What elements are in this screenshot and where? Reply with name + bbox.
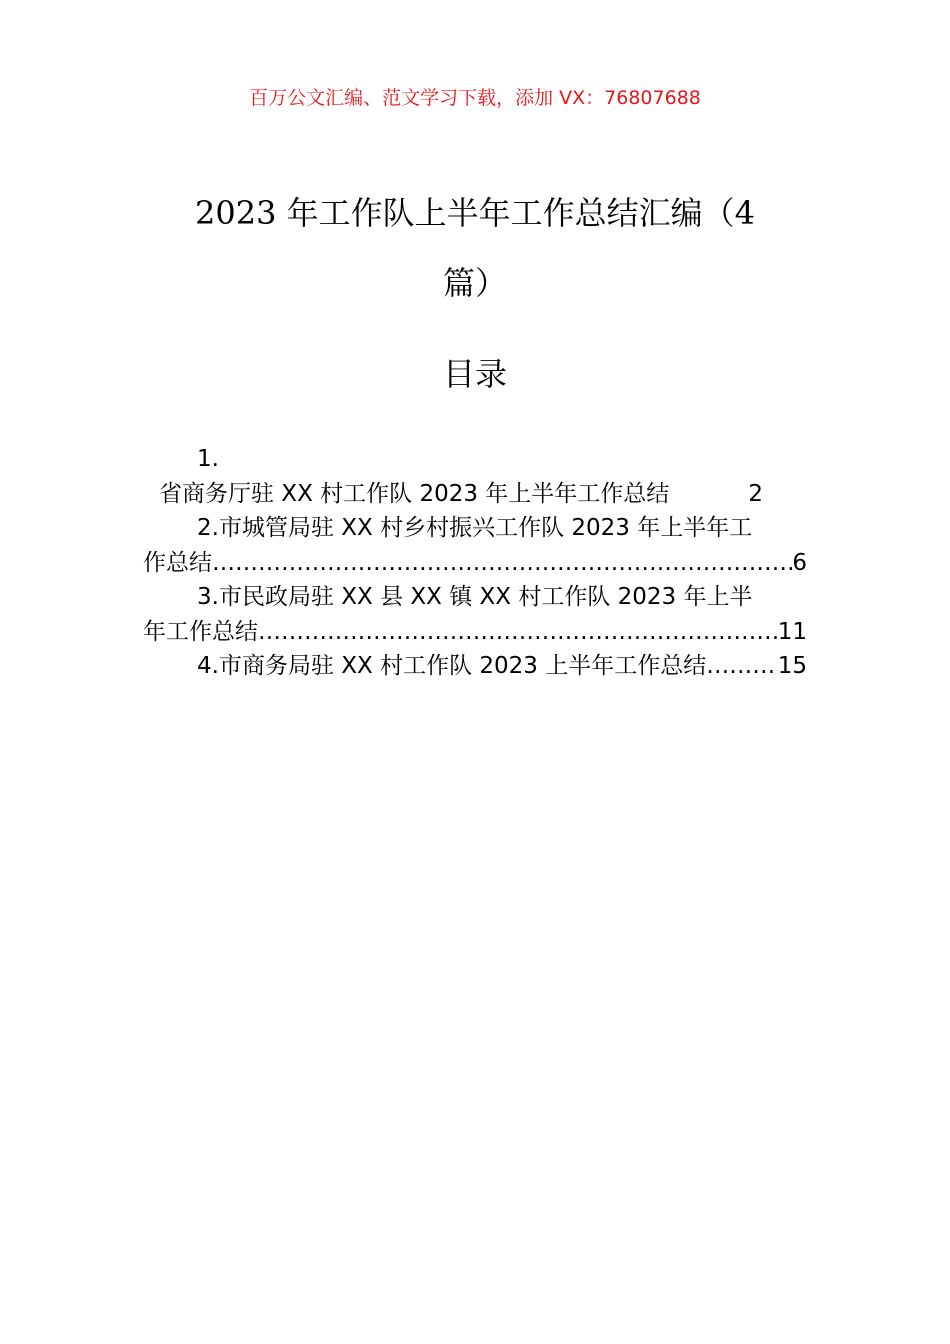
toc-entry-2[interactable] xyxy=(143,511,807,546)
toc-entry-text-continued: 年工作总结 xyxy=(143,618,258,645)
toc-dot-leader xyxy=(258,615,778,650)
toc-entry-text-continued: 作总结 xyxy=(143,549,212,576)
toc-dot-leader xyxy=(212,546,792,581)
toc-entry-3[interactable] xyxy=(143,580,807,615)
toc-entry-text: 3.市民政局驻 XX 县 XX 镇 XX 村工作队 2023 年上半 xyxy=(197,584,753,610)
toc-entry-text: 4.市商务局驻 XX 村工作队 2023 上半年工作总结 xyxy=(197,653,707,679)
table-of-contents xyxy=(143,442,807,684)
toc-entry-2-continued[interactable] xyxy=(143,546,807,581)
toc-dot-leader xyxy=(706,649,777,684)
toc-entry-3-continued[interactable] xyxy=(143,615,807,650)
document-title xyxy=(140,178,810,318)
toc-entry-1-number[interactable] xyxy=(143,442,807,477)
toc-entry-text: 省商务厅驻 XX 村工作队 2023 年上半年工作总结 xyxy=(159,480,670,507)
download-watermark-note: 百万公文汇编、范文学习下载，添加 VX：76807688 xyxy=(249,87,701,109)
toc-entry-page: 2 xyxy=(748,480,763,507)
document-title-line2: 篇） xyxy=(442,264,507,302)
toc-entry-number: 1. xyxy=(197,446,219,472)
toc-entry-1[interactable] xyxy=(143,477,807,512)
toc-entry-text: 2.市城管局驻 XX 村乡村振兴工作队 2023 年上半年工 xyxy=(197,515,753,541)
toc-heading: 目录 xyxy=(442,355,507,393)
toc-entry-page: 6 xyxy=(792,549,807,576)
document-title-line1: 2023 年工作队上半年工作总结汇编（4 xyxy=(195,194,755,232)
toc-entry-page: 11 xyxy=(777,618,807,645)
toc-entry-4[interactable] xyxy=(143,649,807,684)
toc-entry-page: 15 xyxy=(777,653,807,679)
